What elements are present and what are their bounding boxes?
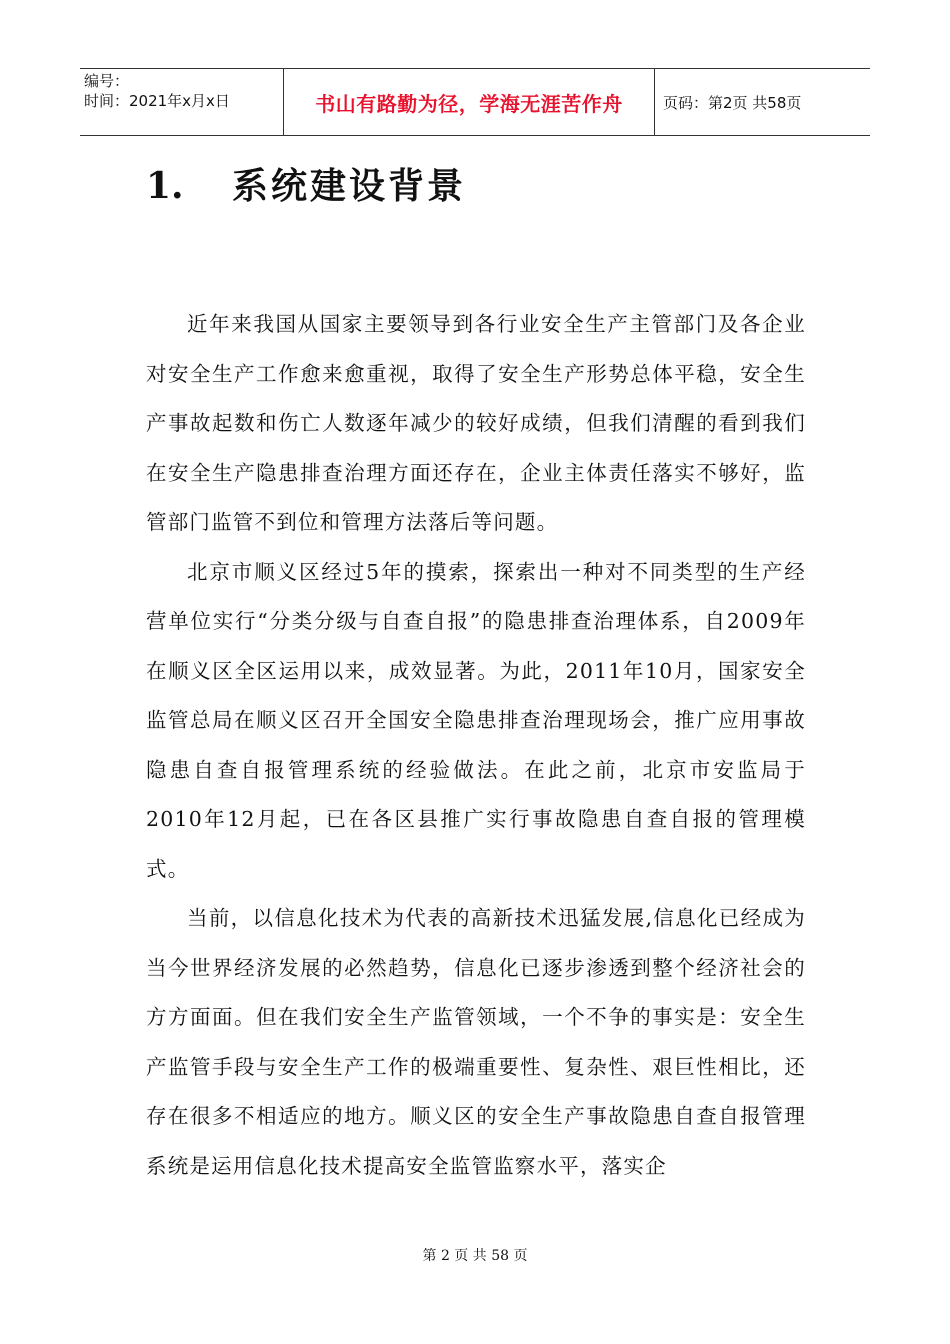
section-heading — [146, 160, 466, 212]
number-label: 编号： — [84, 72, 130, 90]
section-title: 系统建设背景 — [232, 165, 467, 207]
document-header — [80, 68, 870, 136]
body-content — [146, 300, 806, 1191]
section-number: 1. — [146, 165, 184, 207]
header-page-label: 页码：第2页 共58页 — [663, 93, 802, 112]
time-label: 时间：2021年x月x日 — [84, 92, 230, 110]
paragraph: 当前，以信息化技术为代表的高新技术迅猛发展,信息化已经成为当今世界经济发展的必然趋势，信息化已逐步渗透到整个经济社会的方方面面。但在我们安全生产监管领域，一个不争的事实是：安全生产监管手段与安全生产工作的极端重要性、复杂性、艰巨性相比，还存在很多不相适应的地方。顺义区的安全生产事故隐患自查自报管理系统是运用信息化技术提高安全监管监察水平，落实企 — [146, 906, 806, 1178]
header-motto: 书山有路勤为径，学海无涯苦作舟 — [283, 69, 655, 135]
paragraph: 近年来我国从国家主要领导到各行业安全生产主管部门及各企业对安全生产工作愈来愈重视，取得了安全生产形势总体平稳，安全生产事故起数和伤亡人数逐年减少的较好成绩，但我们清醒的看到我们在安全生产隐患排查治理方面还存在，企业主体责任落实不够好，监管部门监管不到位和管理方法落后等问题。 — [146, 312, 806, 534]
page-footer: 第 2 页 共 58 页 — [422, 1248, 528, 1264]
header-meta-cell — [80, 69, 283, 135]
paragraph: 北京市顺义区经过5年的摸索，探索出一种对不同类型的生产经营单位实行“分类分级与自查自报”的隐患排查治理体系，自2009年在顺义区全区运用以来，成效显著。为此，2011年10月，国家安全监管总局在顺义区召开全国安全隐患排查治理现场会，推广应用事故隐患自查自报管理系统的经验做法。在此之前，北京市安监局于2010年12月起，已在各区县推广实行事故隐患自查自报的管理模式。 — [146, 559, 806, 881]
